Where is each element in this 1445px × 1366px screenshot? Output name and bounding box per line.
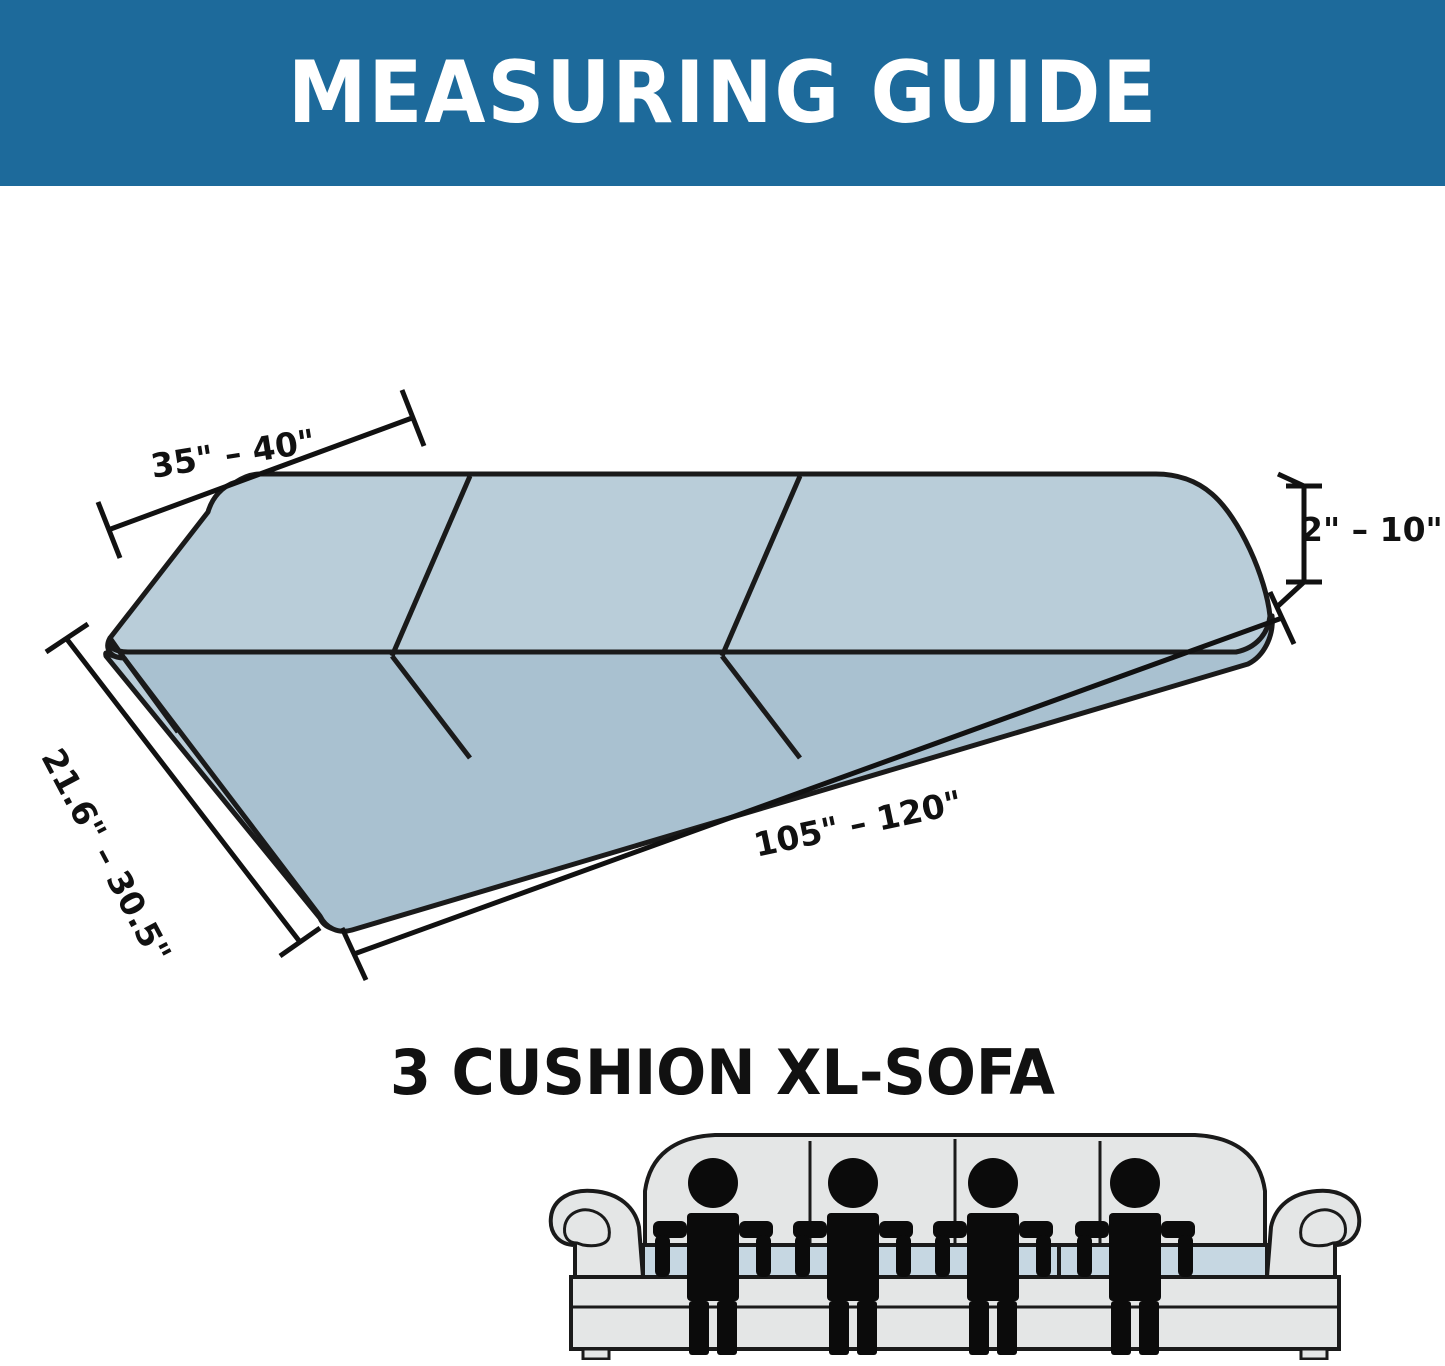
page-title: MEASURING GUIDE	[287, 43, 1158, 143]
dimension-label-length: 105" – 120"	[750, 782, 966, 865]
dimension-label-width: 35" – 40"	[147, 421, 318, 486]
dimension-label-depth: 21.6" – 30.5"	[33, 742, 180, 970]
dimension-label-height: 2" – 10"	[1300, 510, 1443, 549]
cushion-dimension-diagram	[0, 186, 1445, 1066]
header-banner	[0, 0, 1445, 186]
diagram-area	[0, 186, 1445, 1066]
product-type-label: 3 CUSHION XL-SOFA	[390, 1036, 1055, 1109]
cushion-block	[106, 474, 1273, 931]
xl-sofa-illustration	[515, 1095, 1395, 1360]
